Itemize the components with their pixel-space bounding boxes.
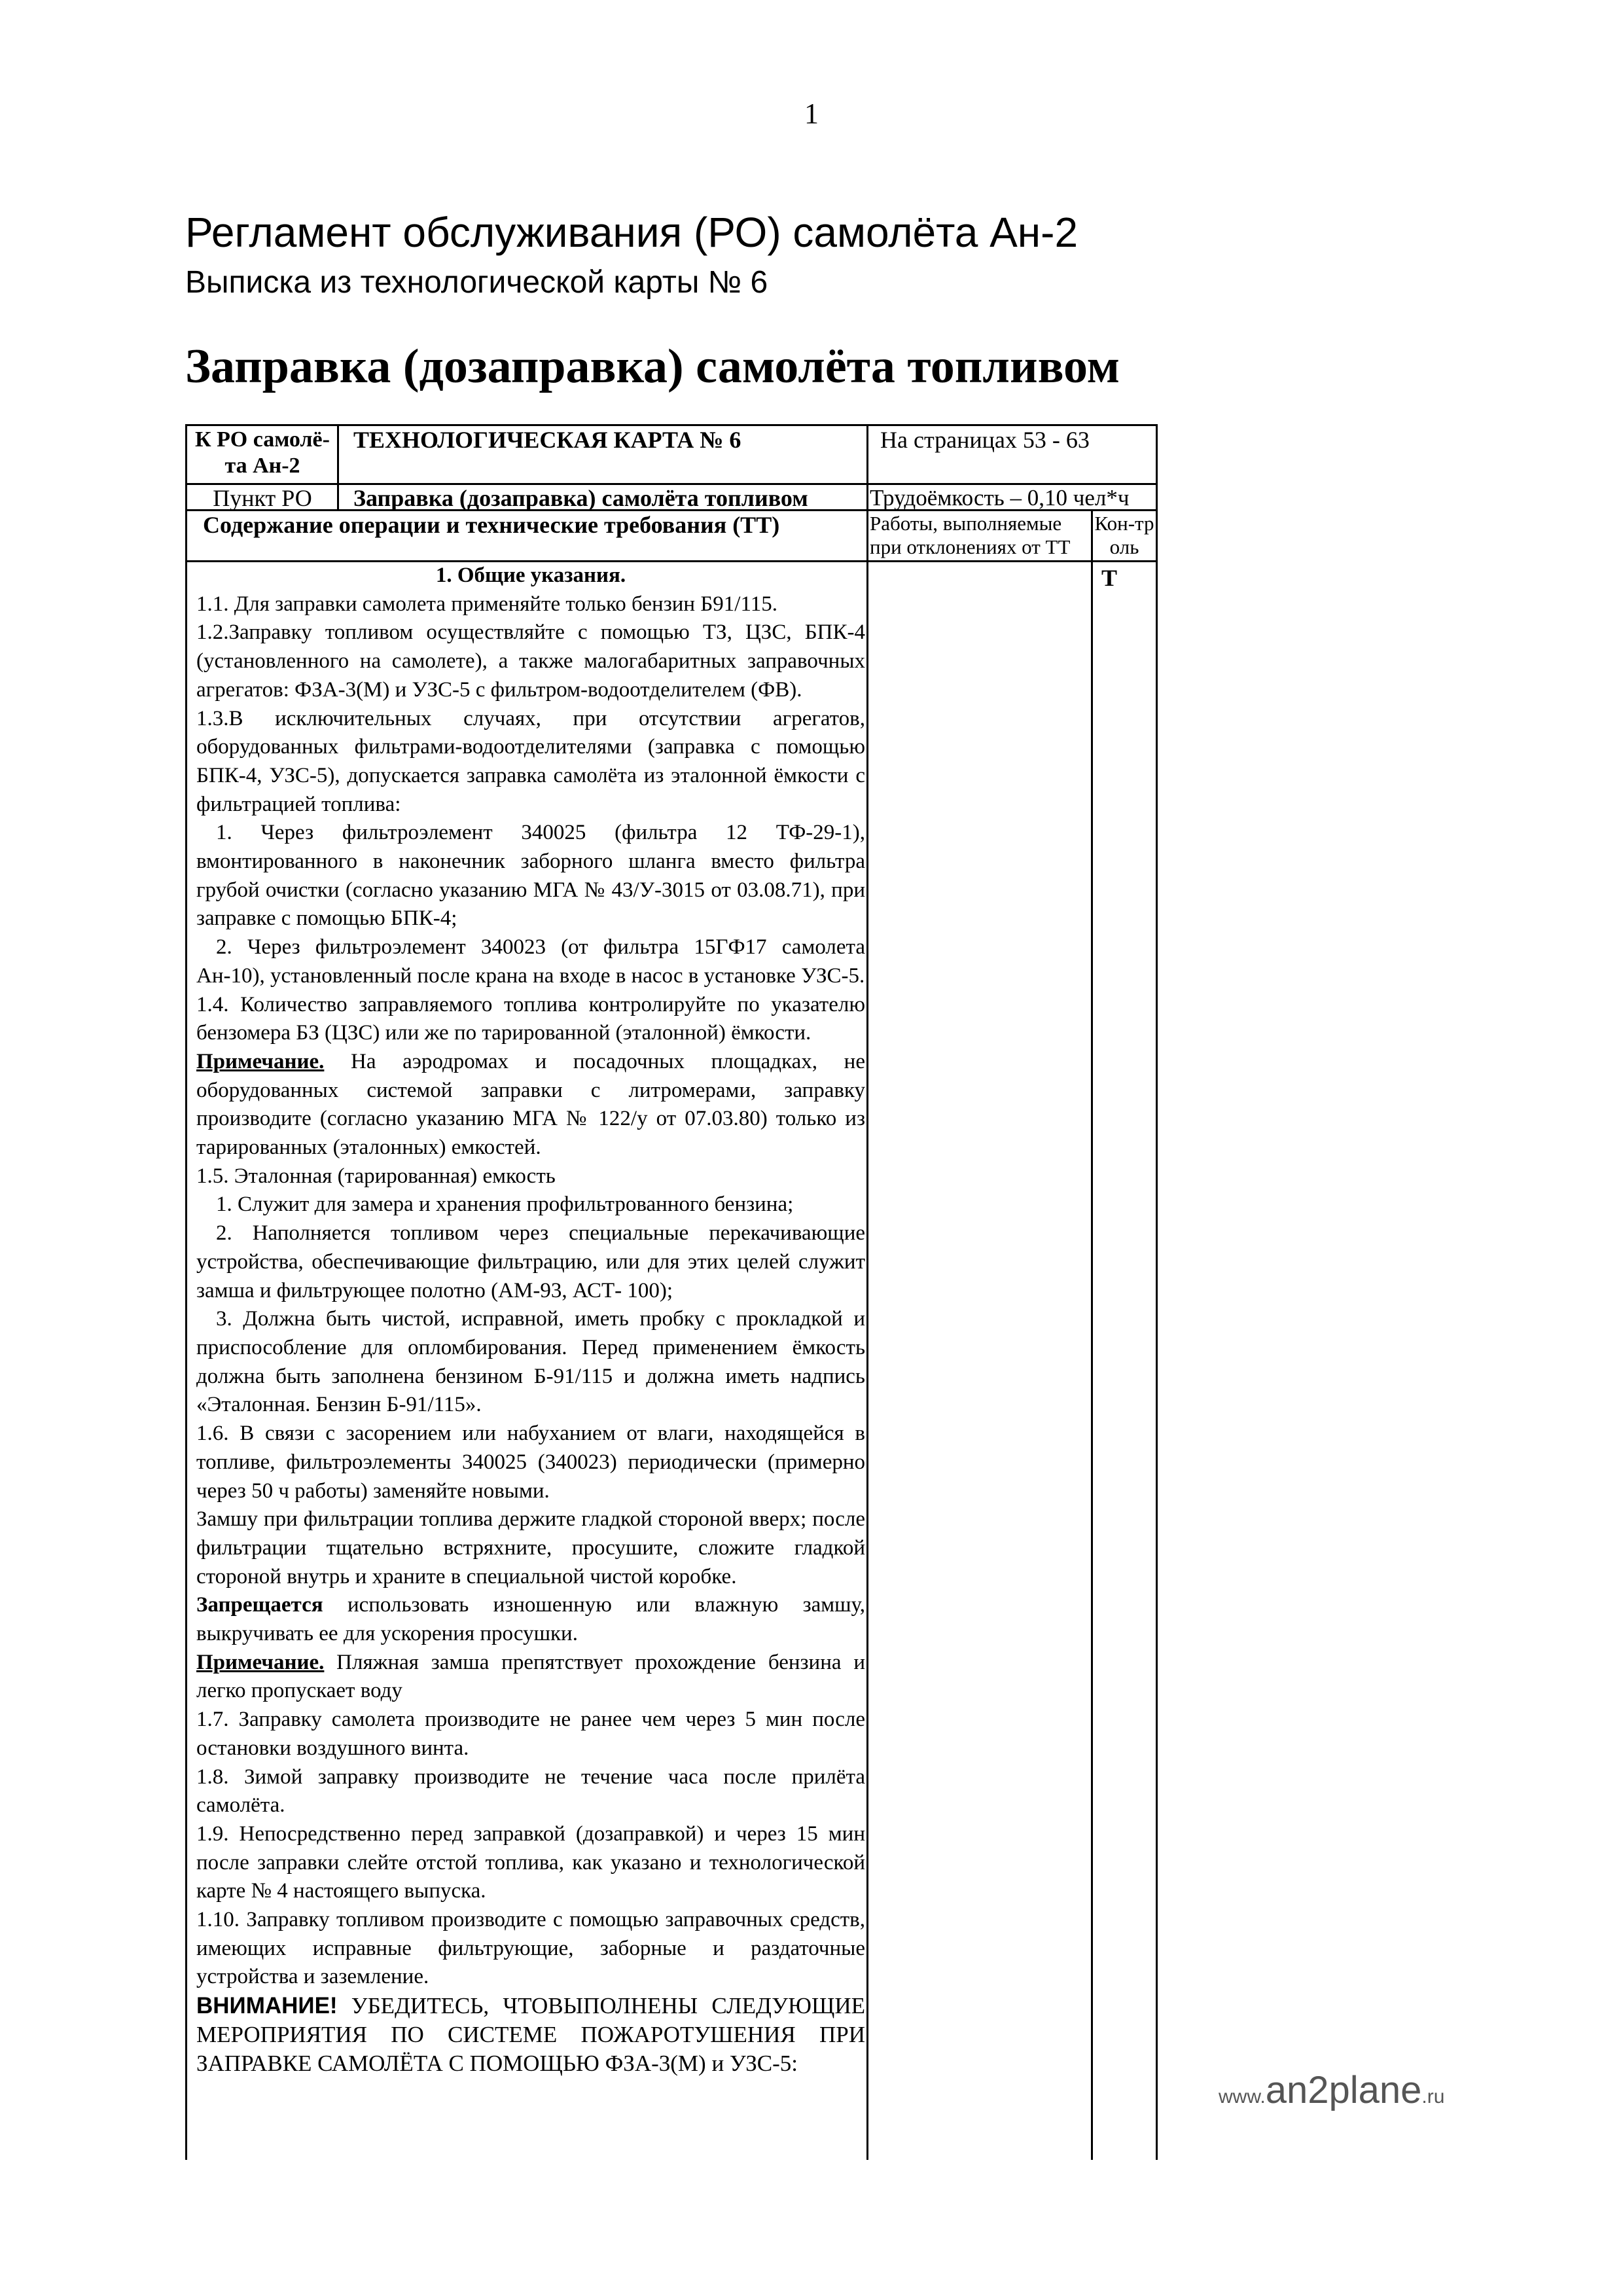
paragraph: 1.6. В связи с засорением или набуханием от влаги, находящейся в топливе, фильтроэлементы 340025 (340023) периодически (примерно через 50 ч работы) заменяйте новыми. bbox=[196, 1422, 865, 1503]
table-rule bbox=[1091, 509, 1093, 2160]
prohibition-text: использовать изношенную или влажную замшу, выкручивать ее для ускорения просушки. bbox=[196, 1593, 865, 1646]
note-paragraph bbox=[196, 1649, 865, 1706]
operation-title: Заправка (дозаправка) самолёта топливом bbox=[353, 485, 808, 511]
paragraph: 1.8. Зимой заправку производите не течение часа после прилёта самолёта. bbox=[196, 1765, 865, 1818]
section-title: 1. Общие указания. bbox=[435, 564, 626, 587]
control-column-header: Кон-троль bbox=[1094, 512, 1154, 558]
content-column-header: Содержание операции и технические требования (ТТ) bbox=[203, 512, 780, 538]
control-mark: Т bbox=[1101, 565, 1117, 591]
operation-content bbox=[196, 562, 865, 2077]
paragraph: 1. Через фильтроэлемент 340025 (фильтра 12 ТФ-29-1), вмонтированного в наконечник заборного шланга вместо фильтра грубой очистки (согласно указанию МГА № 43/У-3015 от 03.08.71), при заправке с помощью БПК-4; bbox=[196, 821, 865, 931]
paragraph: 1.10. Заправку топливом производите с помощью заправочных средств, имеющих исправные фильтрующие, заборные и раздаточные устройства и заземление. bbox=[196, 1908, 865, 1989]
paragraph: 1. Служит для замера и хранения профильтрованного бензина; bbox=[216, 1193, 794, 1217]
paragraph: 2. Наполняется топливом через специальные перекачивающие устройства, обеспечивающие фильтрацию, или для этих целей служит замша и фильтрующее полотно (АМ-93, АСТ- 100); bbox=[196, 1221, 865, 1302]
deviation-column-header: Работы, выполняемые при отклонениях от ТТ bbox=[870, 512, 1071, 558]
site-watermark bbox=[1219, 2068, 1444, 2112]
paragraph: 2. Через фильтроэлемент 340023 (от фильтра 15ГФ17 самолета Ан-10), установленный после крана на входе в насос в установке УЗС-5. bbox=[196, 935, 865, 988]
watermark-suffix: .ru bbox=[1421, 2086, 1445, 2108]
warning-text: УБЕДИТЕСЬ, ЧТОВЫПОЛНЕНЫ СЛЕДУЮЩИЕ МЕРОПРИЯТИЯ ПО СИСТЕМЕ ПОЖАРОТУШЕНИЯ ПРИ ЗАПРАВКЕ САМОЛЁТА С ПОМОЩЬЮ ФЗА-3(М) и УЗС-5: bbox=[196, 1993, 865, 2076]
document-title: Регламент обслуживания (РО) самолёта Ан-2 bbox=[185, 209, 1079, 256]
note-paragraph bbox=[196, 1048, 865, 1162]
table-border-right bbox=[1156, 424, 1158, 2160]
table-rule bbox=[866, 424, 868, 2160]
ro-reference: К РО самолё-та Ан-2 bbox=[195, 427, 330, 478]
note-text: На аэродромах и посадочных площадках, не оборудованных системой заправки с литромерами, заправку производите (согласно указанию МГА № 122/у от 07.03.80) только из тарированных (эталонных) емкостей. bbox=[196, 1049, 865, 1160]
paragraph: 1.4. Количество заправляемого топлива контролируйте по указателю бензомера БЗ (ЦЗС) или же по тарированной (эталонной) ёмкости. bbox=[196, 992, 865, 1045]
paragraph: 1.3.В исключительных случаях, при отсутствии агрегатов, оборудованных фильтрами-водоотделителями (заправка с помощью БПК-4, УЗС-5), допускается заправка самолёта из эталонной ёмкости с фильтрацией топлива: bbox=[196, 706, 865, 816]
prohibition-paragraph bbox=[196, 1591, 865, 1648]
table-rule bbox=[337, 424, 339, 511]
paragraph: 3. Должна быть чистой, исправной, иметь пробку с прокладкой и приспособление для опломбирования. Перед применением ёмкость должна быть заполнена бензином Б-91/115 и должна иметь надпись «Эталонная. Бензин Б-91/115». bbox=[196, 1307, 865, 1417]
note-label: Примечание. bbox=[196, 1650, 325, 1674]
paragraph: Замшу при фильтрации топлива держите гладкой стороной вверх; после фильтрации тщательно встряхните, просушите, сложите гладкой стороной внутрь и храните в специальной чистой коробке. bbox=[196, 1507, 865, 1588]
table-border-top bbox=[185, 424, 1158, 426]
page-number: 1 bbox=[804, 98, 819, 130]
paragraph: 1.9. Непосредственно перед заправкой (дозаправкой) и через 15 мин после заправки слейте отстой топлива, как указано и технологической карте № 4 настоящего выпуска. bbox=[196, 1821, 865, 1903]
table-border-left bbox=[185, 424, 187, 2160]
tech-card-number: ТЕХНОЛОГИЧЕСКАЯ КАРТА № 6 bbox=[353, 427, 741, 453]
document-subtitle: Выписка из технологической карты № 6 bbox=[185, 265, 768, 300]
paragraph: 1.7. Заправку самолета производите не ранее чем через 5 мин после остановки воздушного винта. bbox=[196, 1708, 865, 1760]
prohibition-label: Запрещается bbox=[196, 1593, 323, 1617]
watermark-name: an2plane bbox=[1265, 2069, 1422, 2111]
paragraph: 1.5. Эталонная (тарированная) емкость bbox=[196, 1164, 556, 1188]
paragraph: 1.1. Для заправки самолета применяйте только бензин Б91/115. bbox=[196, 592, 777, 616]
warning-label: ВНИМАНИЕ! bbox=[196, 1993, 338, 2019]
note-label: Примечание. bbox=[196, 1049, 325, 1073]
paragraph: 1.2.Заправку топливом осуществляйте с помощью ТЗ, ЦЗС, БПК-4 (установленного на самолете), а также малогабаритных заправочных агрегатов: ФЗА-3(М) и УЗС-5 с фильтром-водоотделителем (ФВ). bbox=[196, 620, 865, 702]
note-text: Пляжная замша препятствует прохождение бензина и легко пропускает воду bbox=[196, 1650, 865, 1703]
pages-range: На страницах 53 - 63 bbox=[880, 427, 1090, 453]
ro-item-label: Пункт РО bbox=[213, 485, 312, 511]
section-heading: Заправка (дозаправка) самолёта топливом bbox=[185, 340, 1120, 393]
watermark-prefix: www. bbox=[1219, 2086, 1266, 2108]
labor-intensity: Трудоёмкость – 0,10 чел*ч bbox=[870, 485, 1130, 511]
warning-paragraph bbox=[196, 1992, 865, 2077]
